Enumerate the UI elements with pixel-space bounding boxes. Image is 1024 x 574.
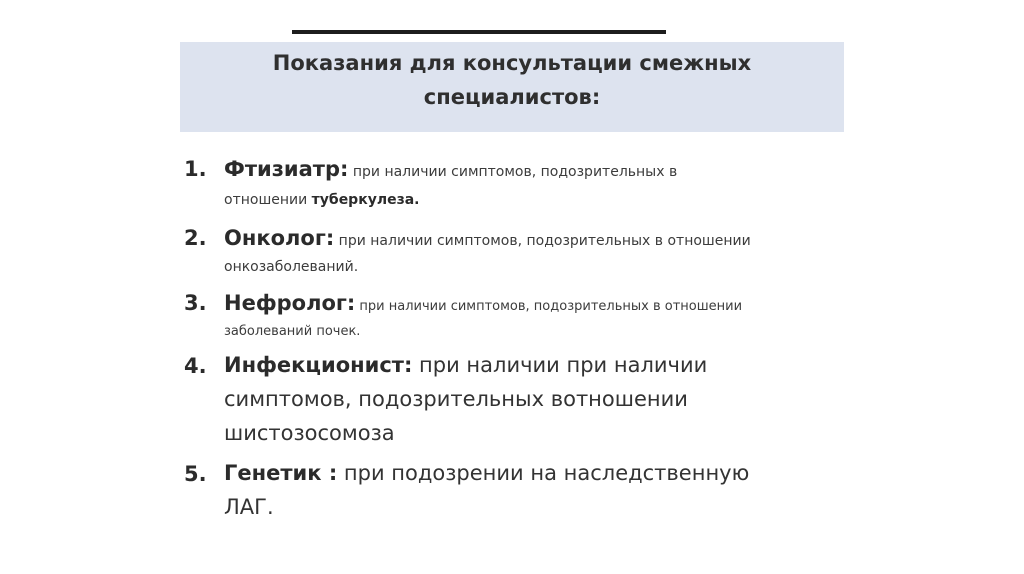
list-item-line-2: заболеваний почек. [224,324,361,339]
list-item-content [224,222,864,280]
slide-title-line-2: специалистов: [423,85,601,109]
list-item-text: отношении [224,192,312,208]
list-item-term: Фтизиатр: [224,157,349,181]
list-item-line-2 [224,187,864,213]
list-item-line-1 [224,153,864,187]
top-divider-bar [292,30,666,34]
list-item-term: Инфекционист: [224,353,413,377]
list-item-line-2: симптомов, подозрительных вотношении [224,387,688,411]
list-item-content [224,287,864,345]
list-item-number: 4. [184,354,207,378]
slide-title [180,46,844,114]
slide-title-line-1: Показания для консультации смежных [272,51,752,75]
list-item-content [224,456,864,524]
list-item-content [224,153,864,213]
list-item-text: при подозрении на наследственную [337,461,750,485]
list-item-bold-text: туберкулеза. [311,192,420,208]
list-item-term: Генетик : [224,461,338,485]
list-item-content [224,348,864,450]
list-item-term: Онколог: [224,226,335,250]
list-item-line-2: онкозаболеваний. [224,259,359,275]
list-item-line-1 [224,222,864,254]
list-item-line-1 [224,348,864,382]
list-item-line-3: шистозосомоза [224,421,395,445]
list-item-text: при наличии при наличии [412,353,708,377]
list-item-line-1 [224,287,864,319]
title-banner [180,42,844,132]
list-item-line-2: ЛАГ. [224,495,274,519]
list-item-number: 1. [184,157,207,181]
list-item-number: 3. [184,291,207,315]
list-item-text: при наличии симптомов, подозрительных в отношении [355,299,743,314]
list-item-number: 2. [184,226,207,250]
list-item-text: при наличии симптомов, подозрительных в [348,164,678,180]
list-item-text: при наличии симптомов, подозрительных в отношении [334,233,751,249]
list-item-line-1 [224,456,864,490]
list-item-term: Нефролог: [224,291,356,315]
list-item-number: 5. [184,462,207,486]
